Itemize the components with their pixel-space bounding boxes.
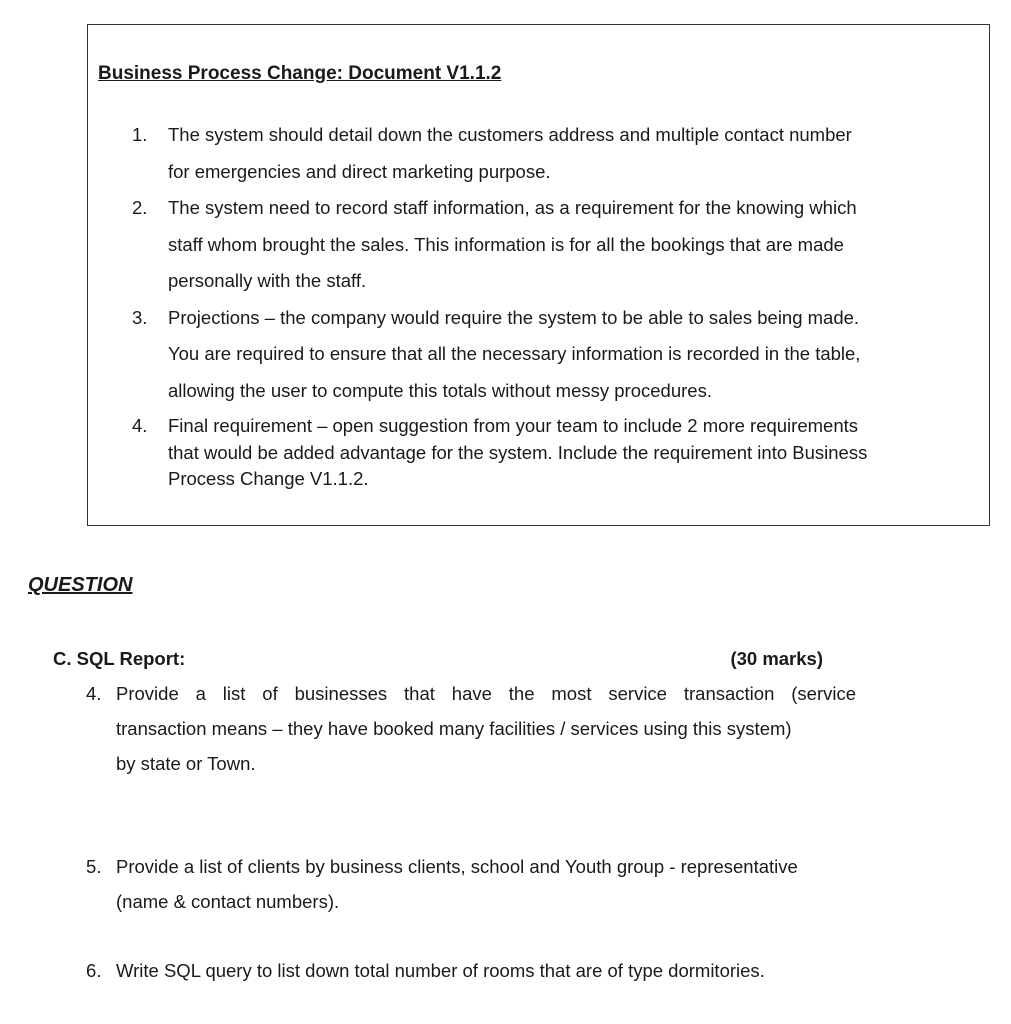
question-line: Provide a list of clients by business clients, school and Youth group - representative — [116, 856, 798, 877]
question-number: 5. — [86, 856, 102, 877]
requirement-line: that would be added advantage for the system. Include the requirement into Business — [168, 441, 868, 463]
requirement-line: for emergencies and direct marketing purpose. — [168, 160, 551, 182]
question-item-4 — [86, 676, 856, 781]
question-line: transaction means – they have booked many facilities / services using this system) — [116, 718, 792, 739]
requirement-number: 2. — [132, 197, 148, 218]
question-line: by state or Town. — [116, 753, 256, 774]
requirement-text — [168, 413, 982, 493]
requirement-item-3 — [132, 300, 982, 410]
question-text — [116, 676, 856, 781]
question-line: Provide a list of businesses that have the most service transaction (service — [116, 683, 856, 704]
question-text — [116, 849, 856, 919]
question-number: 4. — [86, 683, 102, 704]
business-process-change-box — [87, 24, 990, 526]
requirement-number: 3. — [132, 306, 148, 328]
requirement-number: 1. — [132, 124, 148, 145]
requirement-text — [168, 117, 982, 190]
question-heading: QUESTION — [28, 574, 133, 596]
requirement-line: allowing the user to compute this totals without messy procedures. — [168, 379, 712, 401]
requirement-line: You are required to ensure that all the necessary information is recorded in the table, — [168, 343, 861, 364]
requirement-line: Final requirement – open suggestion from your team to include 2 more requirements — [168, 415, 858, 436]
requirement-item-2 — [132, 190, 982, 300]
question-number: 6. — [86, 960, 102, 981]
question-line: (name & contact numbers). — [116, 891, 340, 912]
question-line: Write SQL query to list down total number of rooms that are of type dormitories. — [116, 960, 765, 981]
requirement-line: The system should detail down the customers address and multiple contact number — [168, 124, 852, 145]
requirement-line: The system need to record staff information, as a requirement for the knowing which — [168, 197, 857, 218]
requirement-number: 4. — [132, 415, 148, 436]
requirement-item-1 — [132, 117, 982, 190]
requirement-text — [168, 190, 982, 300]
requirement-line: Process Change V1.1.2. — [168, 468, 369, 489]
requirement-line: Projections – the company would require the system to be able to sales being made. — [168, 306, 860, 328]
question-item-6 — [86, 953, 856, 988]
section-marks: (30 marks) — [730, 648, 823, 669]
section-heading — [53, 648, 823, 670]
requirements-list — [132, 117, 982, 493]
box-title: Business Process Change: Document V1.1.2 — [98, 63, 502, 84]
question-text — [116, 953, 856, 988]
requirement-line: staff whom brought the sales. This information is for all the bookings that are made — [168, 233, 844, 255]
requirement-item-4 — [132, 413, 982, 493]
section-title: C. SQL Report: — [53, 648, 186, 669]
question-item-5 — [86, 849, 856, 919]
requirement-line: personally with the staff. — [168, 270, 367, 291]
requirement-text — [168, 300, 982, 410]
